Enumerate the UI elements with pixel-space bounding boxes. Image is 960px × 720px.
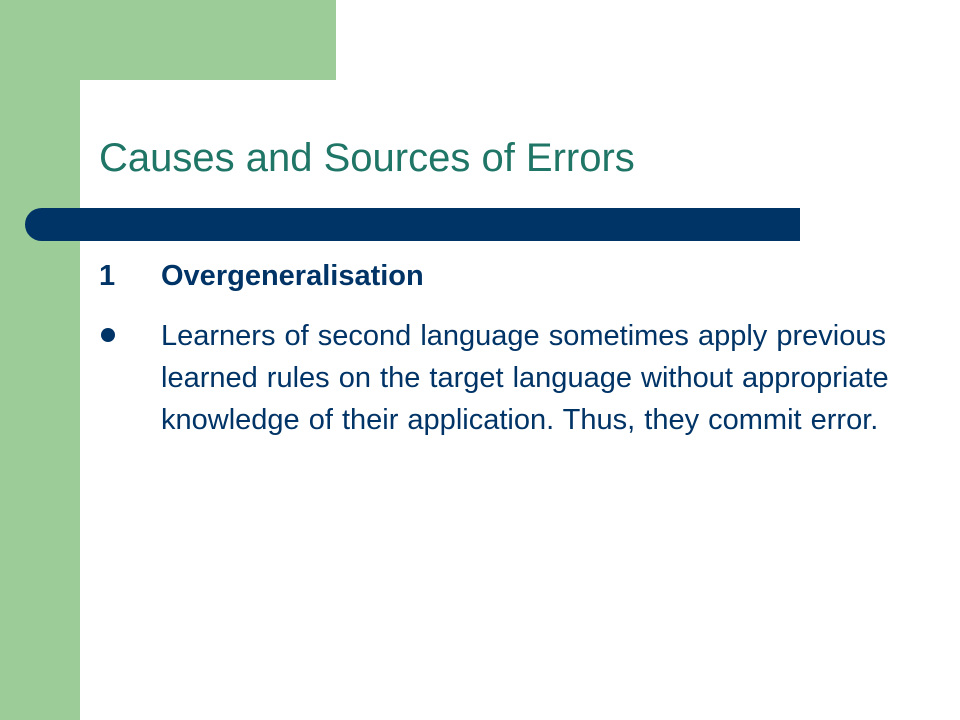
green-top-band (80, 0, 336, 80)
point-number: 1 (99, 260, 116, 292)
green-side-band (0, 0, 80, 720)
title-underline-bar (25, 208, 800, 241)
point-heading: Overgeneralisation (161, 260, 424, 292)
rounded-corner-decoration (80, 80, 140, 140)
slide-title: Causes and Sources of Errors (99, 136, 635, 180)
bullet-dot-icon (101, 328, 115, 342)
bullet-text: Learners of second language sometimes apply previous learned rules on the target language without appropriate knowledge of their application. Thus, they commit error. (161, 320, 889, 436)
